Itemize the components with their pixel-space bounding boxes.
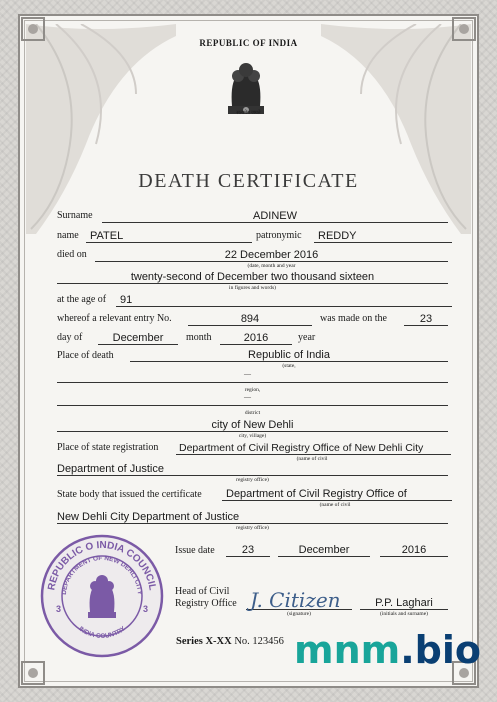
month-label: month bbox=[186, 332, 212, 343]
series-label: Series X-XX bbox=[176, 636, 232, 647]
entry-number: 894 bbox=[188, 313, 312, 326]
corner-ornament-top-right bbox=[439, 14, 479, 54]
issue-date-label: Issue date bbox=[175, 545, 215, 556]
head-label-line-2: Registry Office bbox=[175, 598, 237, 609]
district-line bbox=[57, 405, 448, 406]
issue-year: 2016 bbox=[380, 544, 448, 557]
entry-year: 2016 bbox=[220, 332, 292, 345]
seal-top-text: REPUBLIC O INDIA COUNCIL bbox=[46, 539, 158, 592]
seal-number-right: 3 bbox=[143, 604, 149, 614]
official-seal-stamp bbox=[38, 532, 166, 660]
region-line bbox=[57, 382, 448, 383]
died-on-date: 22 December 2016 bbox=[95, 249, 448, 262]
registry-hint-2: registry office) bbox=[236, 525, 269, 531]
made-on-label: was made on the bbox=[320, 313, 387, 324]
words-hint: in figures and words) bbox=[229, 285, 276, 291]
made-on-day: 23 bbox=[404, 313, 448, 326]
place-state: Republic of India bbox=[130, 349, 448, 362]
corner-ornament-top-left bbox=[18, 14, 58, 54]
issue-day: 23 bbox=[226, 544, 270, 557]
signature-script: J. Citizen bbox=[250, 588, 341, 612]
issuer-label: State body that issued the certificate bbox=[57, 489, 202, 500]
seal-number-left: 3 bbox=[56, 604, 62, 614]
issue-month: December bbox=[278, 544, 370, 557]
name-value: PATEL bbox=[86, 230, 252, 243]
district-dash: — bbox=[244, 393, 251, 401]
seal-bottom-text: INDIA COUNTRY bbox=[77, 625, 127, 641]
place-of-death-label: Place of death bbox=[57, 350, 114, 361]
series-number bbox=[176, 636, 284, 647]
country-name: REPUBLIC OF INDIA bbox=[199, 38, 298, 48]
signature-hint: (signature) bbox=[287, 611, 311, 617]
died-on-words: twenty-second of December two thousand sixteen bbox=[57, 271, 448, 284]
seal-inner-text: DEPARTMENT OF NEW DEHLI CITY bbox=[60, 554, 144, 596]
issuer-line-1: Department of Civil Registry Office of bbox=[222, 488, 452, 501]
registry-hint-1: registry office) bbox=[236, 477, 269, 483]
city-hint: city, village) bbox=[238, 433, 267, 439]
died-on-label: died on bbox=[57, 249, 87, 260]
date-hint: (date, month and year bbox=[247, 263, 296, 269]
watermark-part-2: .bio bbox=[400, 628, 482, 672]
head-label-line-1: Head of Civil bbox=[175, 586, 230, 597]
registration-line-2: Department of Justice bbox=[57, 463, 448, 476]
age-label: at the age of bbox=[57, 294, 107, 305]
region-hint: region, bbox=[244, 387, 261, 393]
entry-label: whereof a relevant entry No. bbox=[57, 313, 172, 324]
site-watermark bbox=[294, 628, 481, 672]
patronymic-value: REDDY bbox=[314, 230, 452, 243]
series-no-label: No. bbox=[234, 636, 250, 647]
civil-hint-1: (name of civil bbox=[296, 456, 328, 462]
head-name: P.P. Laghari bbox=[360, 597, 448, 610]
state-hint: (state, bbox=[282, 363, 296, 369]
district-hint: district bbox=[244, 410, 261, 416]
year-label: year bbox=[298, 332, 316, 343]
surname-value: ADINEW bbox=[102, 210, 448, 223]
patronymic-label: patronymic bbox=[256, 230, 302, 241]
day-of-label: day of bbox=[57, 332, 83, 343]
registration-label: Place of state registration bbox=[57, 442, 159, 453]
region-dash: — bbox=[244, 370, 251, 378]
surname-label: Surname bbox=[57, 210, 93, 221]
series-no-value: 123456 bbox=[252, 636, 284, 647]
certificate-title: DEATH CERTIFICATE bbox=[138, 170, 359, 192]
civil-hint-2: (name of civil bbox=[319, 502, 351, 508]
initials-hint: (initials and surname) bbox=[380, 611, 428, 617]
name-label: name bbox=[57, 230, 79, 241]
age-value: 91 bbox=[116, 294, 452, 307]
city-value: city of New Dehli bbox=[57, 419, 448, 432]
issuer-line-2: New Dehli City Department of Justice bbox=[57, 511, 448, 524]
right-curtain-ornament bbox=[321, 24, 471, 234]
registration-line-1: Department of Civil Registry Office of New Dehli City bbox=[176, 442, 451, 455]
national-motto: सत्यमेव जयते bbox=[236, 111, 261, 116]
entry-month: December bbox=[98, 332, 178, 345]
left-curtain-ornament bbox=[26, 24, 176, 234]
watermark-part-1: mnm bbox=[294, 628, 401, 672]
